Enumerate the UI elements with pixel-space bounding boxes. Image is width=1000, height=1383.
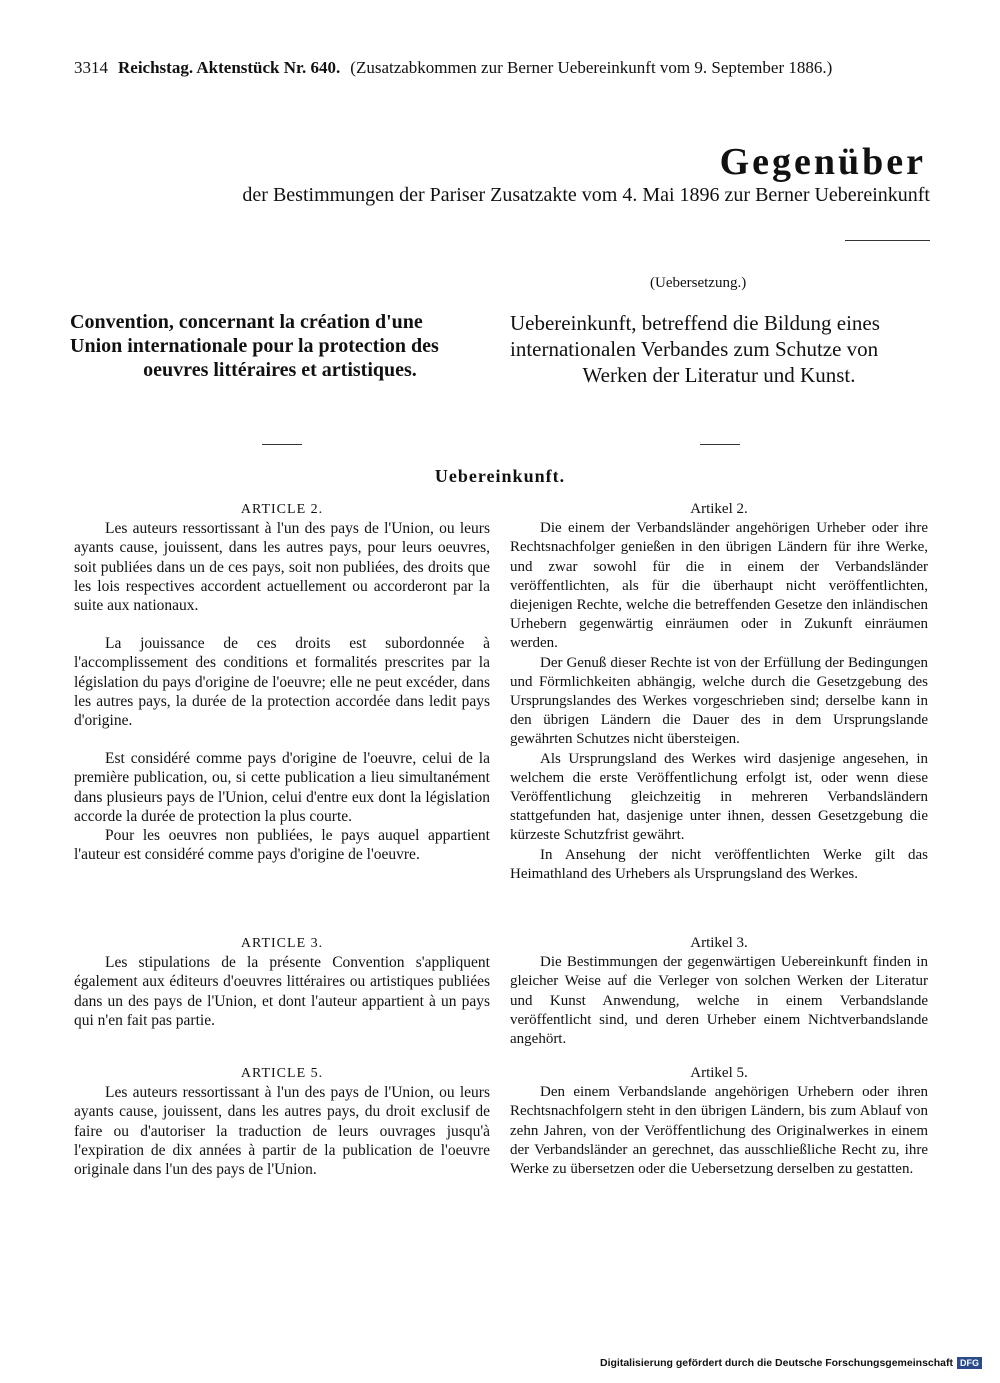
header-subject: (Zusatzabkommen zur Berner Uebereinkunft vom 9. September 1886.) bbox=[350, 58, 833, 77]
translation-note: (Uebersetzung.) bbox=[650, 275, 747, 291]
french-divider bbox=[262, 444, 302, 445]
german-heading-line: Werken der Literatur und Kunst. bbox=[582, 363, 856, 387]
paragraph: Die Bestimmungen der gegenwärtigen Uebereinkunft finden in gleicher Weise auf die Verleger von solchen Werken der Literatur und Kunst Anwendung, welche in einem Verbandslande veröffentlicht sind, und deren Urheber einem Nichtverbandslande angehört. bbox=[510, 954, 928, 1048]
german-heading-line: Uebereinkunft, betreffend die Bildung eines bbox=[510, 311, 880, 335]
paragraph: Les auteurs ressortissant à l'un des pays de l'Union, ou leurs ayants cause, jouissent, dans les autres pays, du droit exclusif de faire ou d'autoriser la traduction de leurs ouvrages jusqu'à l'expiration de dix années à partir de la publication de l'oeuvre originale dans l'un des pays de l'Union. bbox=[74, 1084, 490, 1179]
running-header bbox=[74, 58, 934, 78]
article-3-german bbox=[510, 934, 928, 1049]
article-title: ARTICLE 3. bbox=[240, 936, 324, 951]
french-heading-line: Union internationale pour la protection des bbox=[70, 335, 439, 357]
paragraph: Pour les oeuvres non publiées, le pays auquel appartient l'auteur est considéré comme pays d'origine de l'oeuvre. bbox=[74, 827, 490, 864]
paragraph: Als Ursprungsland des Werkes wird dasjenige angesehen, in welchem die erste Veröffentlichung erfolgt ist, oder wenn diese Veröffentlichung gleichzeitig in mehreren Verbandsländern stattgefunden hat, dasjenige unter ihnen, dessen Gesetzgebung die kürzeste Schutzfrist gewährt. bbox=[510, 750, 928, 844]
section-title: Uebereinkunft. bbox=[434, 466, 566, 486]
article-title: Artikel 3. bbox=[690, 935, 748, 951]
french-heading-line: oeuvres littéraires et artistiques. bbox=[143, 359, 417, 381]
article-2-german bbox=[510, 500, 928, 884]
dfg-logo: DFG bbox=[957, 1357, 982, 1369]
paragraph: La jouissance de ces droits est subordonnée à l'accomplissement des conditions et formalités prescrites par la législation du pays d'origine de l'oeuvre; elle ne peut excéder, dans les autres pays, la durée de la protection accordée dans ledit pays d'origine. bbox=[74, 635, 490, 730]
paragraph: Die einem der Verbandsländer angehörigen Urheber oder ihre Rechtsnachfolger genießen in den übrigen Ländern für ihre Werke, und zwar sowohl für die in einem der Verbandsländer veröffentlichten, als für die überhaupt nicht veröffentlichten, diejenigen Rechte, welche die betreffenden Gesetze den inländischen Urhebern gegenwärtig einräumen oder in Zukunft einräumen werden. bbox=[510, 520, 928, 652]
german-heading-line: internationalen Verbandes zum Schutze von bbox=[510, 337, 879, 361]
article-title: Artikel 5. bbox=[690, 1065, 748, 1081]
german-heading bbox=[510, 310, 928, 388]
french-heading-line: Convention, concernant la création d'une bbox=[70, 311, 423, 333]
article-3-french bbox=[74, 934, 490, 1030]
page-subtitle: der Bestimmungen der Pariser Zusatzakte vom 4. Mai 1896 zur Berner Uebereinkunft bbox=[242, 184, 930, 206]
digitization-credit bbox=[600, 1357, 982, 1369]
title-rule bbox=[845, 240, 930, 241]
paragraph: Les auteurs ressortissant à l'un des pays de l'Union, ou leurs ayants cause, jouissent, dans les autres pays, pour leurs oeuvres, soit publiées dans un de ces pays, soit non publiées, des droits que les lois respectives accordent actuellement ou accorderont par la suite aux nationaux. bbox=[74, 520, 490, 615]
paragraph: Les stipulations de la présente Convention s'appliquent également aux éditeurs d'oeuvres littéraires ou artistiques publiées dans un des pays de l'Union, et dont l'auteur appartient à un pays qui n'en fait pas partie. bbox=[74, 954, 490, 1029]
paragraph: Der Genuß dieser Rechte ist von der Erfüllung der Bedingungen und Förmlichkeiten abhängig, welche durch die Gesetzgebung des Ursprungslandes des Werkes vorgeschrieben sind; derselbe kann in den übrigen Ländern die Dauer des in dem Ursprungslande gewährten Schutzes nicht übersteigen. bbox=[510, 654, 928, 748]
header-source: Reichstag. Aktenstück Nr. 640. bbox=[118, 58, 341, 77]
paragraph: Est considéré comme pays d'origine de l'oeuvre, celui de la première publication, ou, si cette publication a lieu simultanément dans plusieurs pays de l'Union, celui d'entre eux dont la législation accorde la durée de protection la plus courte. bbox=[74, 750, 490, 825]
article-5-french bbox=[74, 1064, 490, 1179]
article-2-french bbox=[74, 500, 490, 864]
paragraph: In Ansehung der nicht veröffentlichten Werke gilt das Heimathland des Urhebers als Ursprungsland des Werkes. bbox=[510, 846, 928, 882]
article-title: Artikel 2. bbox=[690, 501, 748, 517]
article-5-german bbox=[510, 1064, 928, 1179]
article-title: ARTICLE 2. bbox=[240, 502, 324, 517]
paragraph: Den einem Verbandslande angehörigen Urhebern oder ihren Rechtsnachfolgern steht in den übrigen Ländern, bis zum Ablauf von zehn Jahren, von der Veröffentlichung des Originalwerkes in einem der Verbandsländer an gerechnet, das ausschließliche Recht zu, ihre Werke zu übersetzen oder die Uebersetzung derselben zu gestatten. bbox=[510, 1084, 928, 1178]
page-number: 3314 bbox=[74, 58, 108, 77]
page-title: Gegenüber bbox=[719, 141, 926, 183]
french-heading bbox=[70, 310, 490, 382]
german-divider bbox=[700, 444, 740, 445]
credit-text: Digitalisierung gefördert durch die Deutsche Forschungsgemeinschaft bbox=[600, 1357, 953, 1369]
article-title: ARTICLE 5. bbox=[240, 1066, 324, 1081]
